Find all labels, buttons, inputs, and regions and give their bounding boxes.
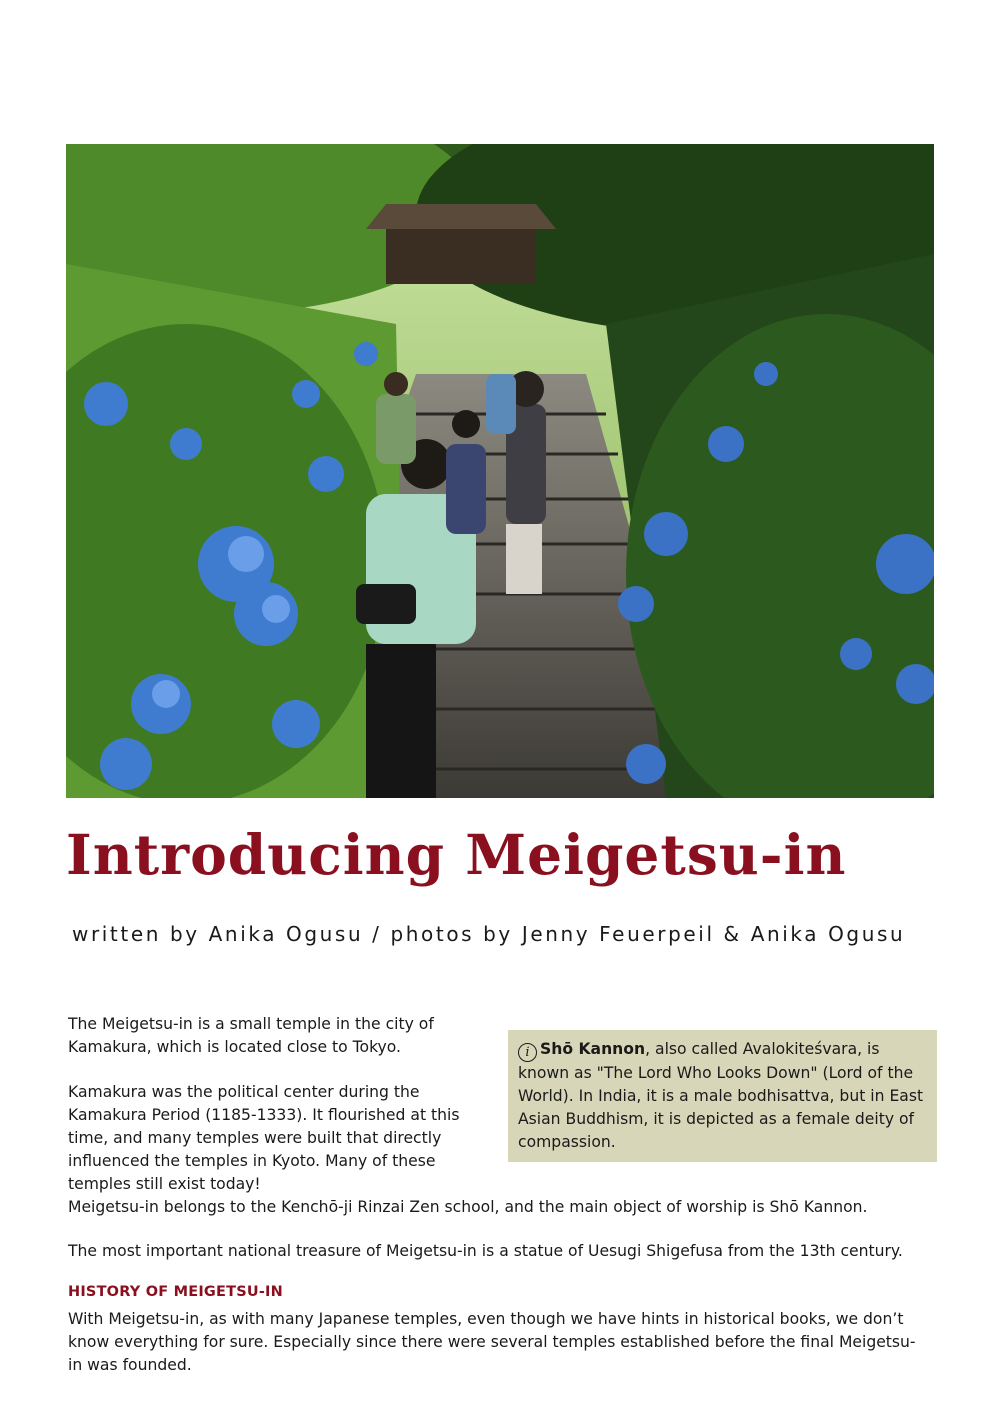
intro-paragraph: The most important national treasure of Meigetsu-in is a statue of Uesugi Shigefusa from the 13th century. [68, 1242, 903, 1260]
info-icon: i [518, 1043, 537, 1062]
info-box-term: Shō Kannon [540, 1040, 646, 1058]
byline: written by Anika Ogusu / photos by Jenny Feuerpeil & Anika Ogusu [72, 922, 906, 946]
intro-paragraph: Kamakura was the political center during the Kamakura Period (1185-1333). It flourished at this time, and many temples were built that directly influenced the temples in Kyoto. Many of these temples still exist today! [68, 1083, 460, 1193]
intro-paragraph: The Meigetsu-in is a small temple in the city of Kamakura, which is located close to Tokyo. [68, 1015, 434, 1056]
hero-photo [66, 144, 934, 798]
section-heading: HISTORY OF MEIGETSU-IN [68, 1284, 283, 1300]
history-paragraph: With Meigetsu-in, as with many Japanese temples, even though we have hints in historical books, we don’t know everything for sure. Especially since there were several temples established before the final Meigetsu-in was founded. [68, 1310, 916, 1374]
info-box-text: , also called Avalokiteśvara, is known as "The Lord Who Looks Down" (Lord of the World). In India, it is a male bodhisattva, but in East Asian Buddhism, it is depicted as a female deity of compassion. [518, 1040, 924, 1151]
info-box [508, 1030, 937, 1162]
page-title: Introducing Meigetsu-in [66, 822, 847, 887]
hydrangea-temple-stairs-photo [66, 144, 934, 798]
intro-column [68, 1013, 488, 1218]
intro-paragraph: Meigetsu-in belongs to the Kenchō-ji Rinzai Zen school, and the main object of worship is Shō Kannon. [68, 1198, 868, 1216]
